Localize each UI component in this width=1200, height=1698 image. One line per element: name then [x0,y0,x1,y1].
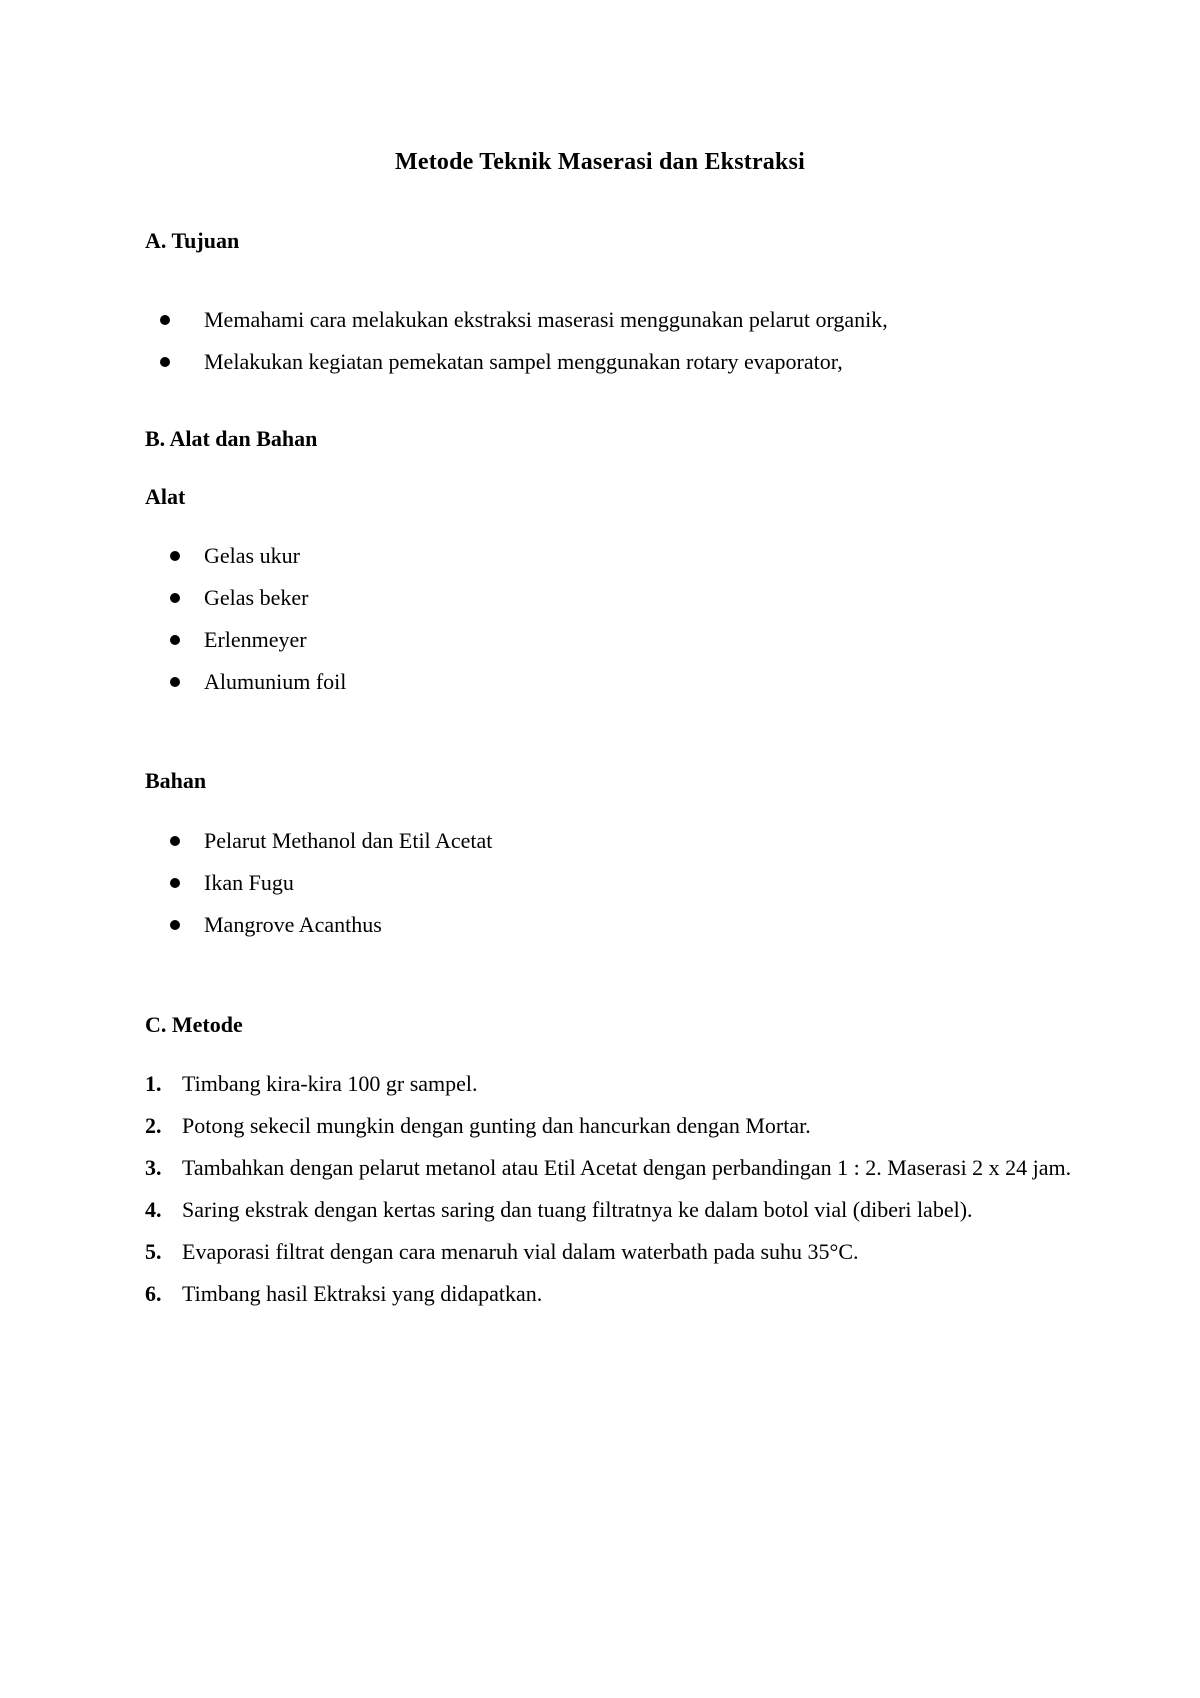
step-text: Timbang kira-kira 100 gr sampel. [182,1071,478,1096]
list-item-text: Memahami cara melakukan ekstraksi maserasi menggunakan pelarut organik, [204,307,888,332]
bullet-icon [170,593,180,603]
list-item-text: Erlenmeyer [204,627,307,652]
bullet-icon [170,551,180,561]
section-c-heading: C. Metode [145,1012,243,1037]
alat-heading: Alat [145,484,186,509]
list-item-text: Ikan Fugu [204,870,294,895]
list-item [145,1063,1075,1105]
step-number: 5. [145,1239,162,1264]
step-number: 3. [145,1155,162,1180]
step-text: Tambahkan dengan pelarut metanol atau Etil Acetat dengan perbandingan 1 : 2. Maserasi 2 x 24 jam. [182,1155,1072,1180]
metode-steps [145,1063,1075,1315]
list-item [145,1189,1075,1231]
section-a-heading: A. Tujuan [145,228,240,253]
bullet-icon [170,920,180,930]
list-item-text: Mangrove Acanthus [204,912,382,937]
bullet-icon [170,677,180,687]
step-number: 2. [145,1113,162,1138]
document-title: Metode Teknik Maserasi dan Ekstraksi [395,149,805,175]
bullet-icon [160,357,170,367]
bullet-icon [170,878,180,888]
step-text: Timbang hasil Ektraksi yang didapatkan. [182,1281,543,1306]
step-text: Potong sekecil mungkin dengan gunting dan hancurkan dengan Mortar. [182,1113,811,1138]
list-item-text: Pelarut Methanol dan Etil Acetat [204,828,493,853]
bahan-heading: Bahan [145,768,207,793]
list-item [145,1231,1075,1273]
step-number: 1. [145,1071,162,1096]
list-item-text: Gelas beker [204,585,309,610]
bullet-icon [170,836,180,846]
section-b-heading: B. Alat dan Bahan [145,426,318,451]
list-item-text: Melakukan kegiatan pemekatan sampel menggunakan rotary evaporator, [204,349,843,374]
list-item [145,1273,1075,1315]
step-text: Saring ekstrak dengan kertas saring dan tuang filtratnya ke dalam botol vial (diberi label). [182,1197,973,1222]
list-item [145,1147,1075,1189]
step-text: Evaporasi filtrat dengan cara menaruh vial dalam waterbath pada suhu 35°C. [182,1239,859,1264]
list-item-text: Gelas ukur [204,543,300,568]
step-number: 6. [145,1281,162,1306]
bullet-icon [160,315,170,325]
list-item [145,1105,1075,1147]
bullet-icon [170,635,180,645]
list-item-text: Alumunium foil [204,669,347,694]
step-number: 4. [145,1197,162,1222]
